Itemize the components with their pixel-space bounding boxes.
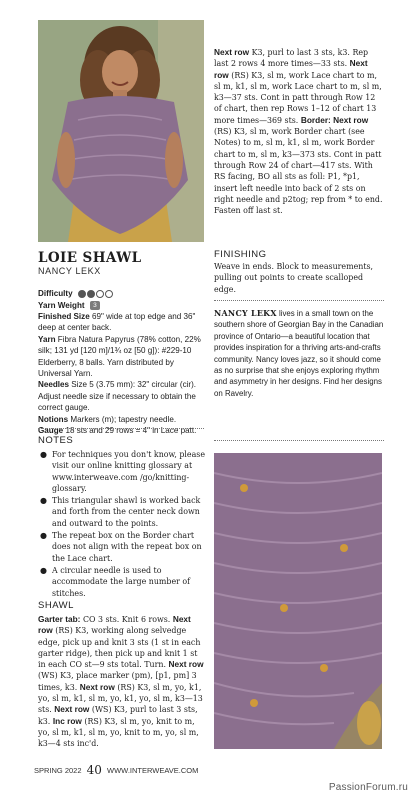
note-text: The repeat box on the Border chart does not align with the repeat box on the Lace chart. [52, 531, 202, 563]
pattern-title: LOIE SHAWL [38, 250, 142, 266]
difficulty-dot-empty [105, 290, 113, 298]
next-row-label: Next row [168, 659, 204, 670]
bio-name: NANCY LEKX [214, 309, 277, 318]
model-photo [38, 20, 204, 242]
rs-text: (RS) K3, working along selvedge edge, pick up and knit 3 sts (1 st in each garter ridge), then pick up and knit 1 st in each CO st—9 sts total. Turn. [38, 626, 201, 670]
bio-text: lives in a small town on the southern shore of Georgian Bay in the Canadian province of Ontario—a beautiful location that provides inspiration for a thriving arts-and-crafts community. Nancy loves jazz, so it should come as no surprise that she enjoys exploring rhythm and asymmetry in her designs. Find her designs on Ravelry. [214, 309, 384, 398]
yarn-line [38, 334, 206, 380]
ws-text: (WS) K3, place marker (pm), [p1, pm] 3 times, k3. [38, 671, 197, 692]
next-row-label: Next row [214, 58, 368, 80]
border-label: Border: Next row [300, 114, 369, 125]
note-text: For techniques you don't know, please visit our online knitting glossary at www.interweave.com /go/knitting-glossary. [52, 450, 206, 493]
inc-row-label: Inc row [52, 715, 82, 726]
shawl-instructions-cont [214, 47, 384, 216]
next-row-label: Next row [214, 47, 250, 57]
difficulty-label: Difficulty [38, 289, 73, 298]
shawl-detail-photo [214, 453, 382, 749]
notions-text: Markers (m); tapestry needle. [70, 414, 177, 424]
difficulty-rating [78, 288, 114, 299]
model-illustration [38, 20, 204, 242]
site-url: WWW.INTERWEAVE.COM [107, 766, 199, 775]
finished-size-line [38, 311, 206, 334]
bullet-icon: ● [40, 450, 47, 459]
ws2-text: (WS) K3, purl to last 3 sts, k3. [38, 705, 198, 726]
notions-label: Notions [38, 414, 69, 424]
yarn-label: Yarn [38, 334, 56, 344]
difficulty-dot-empty [96, 290, 104, 298]
garter-tab-label: Garter tab: [38, 614, 81, 624]
page-number: 40 [86, 763, 102, 777]
notes-list [38, 449, 206, 600]
cont-text-2: (RS) K3, sl m, work Lace chart to m, sl m, k1, sl m, work Lace chart to m, sl m, k3—37 sts. Cont in patt through Row 12 of chart, then rep Rows 1–12 of chart 13 more times—369 sts. [214, 70, 382, 125]
section-divider [214, 300, 384, 301]
list-item [38, 449, 206, 494]
gauge-label: Gauge [38, 426, 64, 436]
shawl-illustration [214, 453, 382, 749]
shawl-instructions [38, 614, 206, 750]
section-divider [214, 440, 384, 441]
gauge-text: 18 sts and 29 rows = 4" in Lace patt. [65, 426, 197, 436]
section-divider [38, 428, 204, 429]
inc-text: (RS) K3, sl m, yo, knit to m, yo, sl m, k1, sl m, yo, knit to m, yo, sl m, k3—4 sts inc'd. [38, 716, 199, 749]
next-row-label: Next row [54, 704, 90, 715]
list-item [38, 495, 206, 529]
finished-size-text: 69" wide at top edge and 36" deep at center back. [38, 311, 196, 333]
bullet-icon: ● [40, 565, 47, 575]
border-text: (RS) K3, sl m, work Border chart (see Notes) to m, sl m, k1, sl m, work Border chart to m, sl m, k3—373 sts. Cont in patt through Row 24 of chart—417 sts. With RS facing, BO all sts as foll: P1, *p1, insert left needle into back of 2 sts on right needle and p2tog; rep from * to end. Fasten off last st. [214, 127, 383, 216]
difficulty-dot-filled [87, 290, 95, 298]
next-row-label: Next row [38, 614, 191, 636]
finished-size-label: Finished Size [38, 311, 90, 321]
yarn-weight-label: Yarn Weight [38, 300, 85, 310]
needles-line [38, 379, 206, 413]
rs2-text: (RS) K3, sl m, yo, k1, yo, sl m, k1, sl m, yo, k1, yo, sl m, k3—13 sts. [38, 682, 203, 715]
list-item [38, 565, 206, 599]
garter-text: CO 3 sts. Knit 6 rows. [82, 615, 171, 624]
needles-label: Needles [38, 380, 70, 390]
watermark-text: PassionForum.ru [328, 782, 408, 793]
page-footer [34, 763, 198, 777]
bullet-icon: ● [40, 531, 47, 541]
designer-bio [214, 308, 384, 399]
next-row-label: Next row [79, 681, 115, 692]
yarn-weight-line [38, 300, 206, 311]
bullet-icon: ● [40, 496, 47, 506]
finishing-text: Weave in ends. Block to measurements, pulling out points to create scalloped edge. [214, 262, 374, 294]
finishing-heading: FINISHING [214, 249, 267, 260]
note-text: A circular needle is used to accommodate the large number of stitches. [52, 565, 191, 598]
yarn-text: Fibra Natura Papyrus (78% cotton, 22% silk; 131 yd [120 m]/1¾ oz [50 g]): #229-10 Elderberry, 8 balls. Yarn distributed by Universal Yarn. [38, 334, 201, 378]
difficulty-line [38, 288, 206, 300]
cont-text-1: K3, purl to last 3 sts, k3. Rep last 2 rows 4 more times—33 sts. [214, 48, 369, 69]
note-text: This triangular shawl is worked back and forth from the center neck down and outward to the points. [52, 496, 201, 528]
notions-line [38, 414, 206, 425]
pattern-specs [38, 288, 206, 436]
list-item [38, 530, 206, 564]
issue-label: SPRING 2022 [34, 766, 82, 775]
shawl-heading: SHAWL [38, 600, 74, 611]
needles-text: Size 5 (3.75 mm): 32" circular (cir). Adjust needle size if necessary to obtain the correct gauge. [38, 380, 197, 413]
difficulty-dot-filled [78, 290, 86, 298]
yarn-weight-icon: 3 [90, 301, 100, 310]
designer-name: NANCY LEKX [38, 266, 101, 276]
notes-heading: NOTES [38, 435, 74, 446]
